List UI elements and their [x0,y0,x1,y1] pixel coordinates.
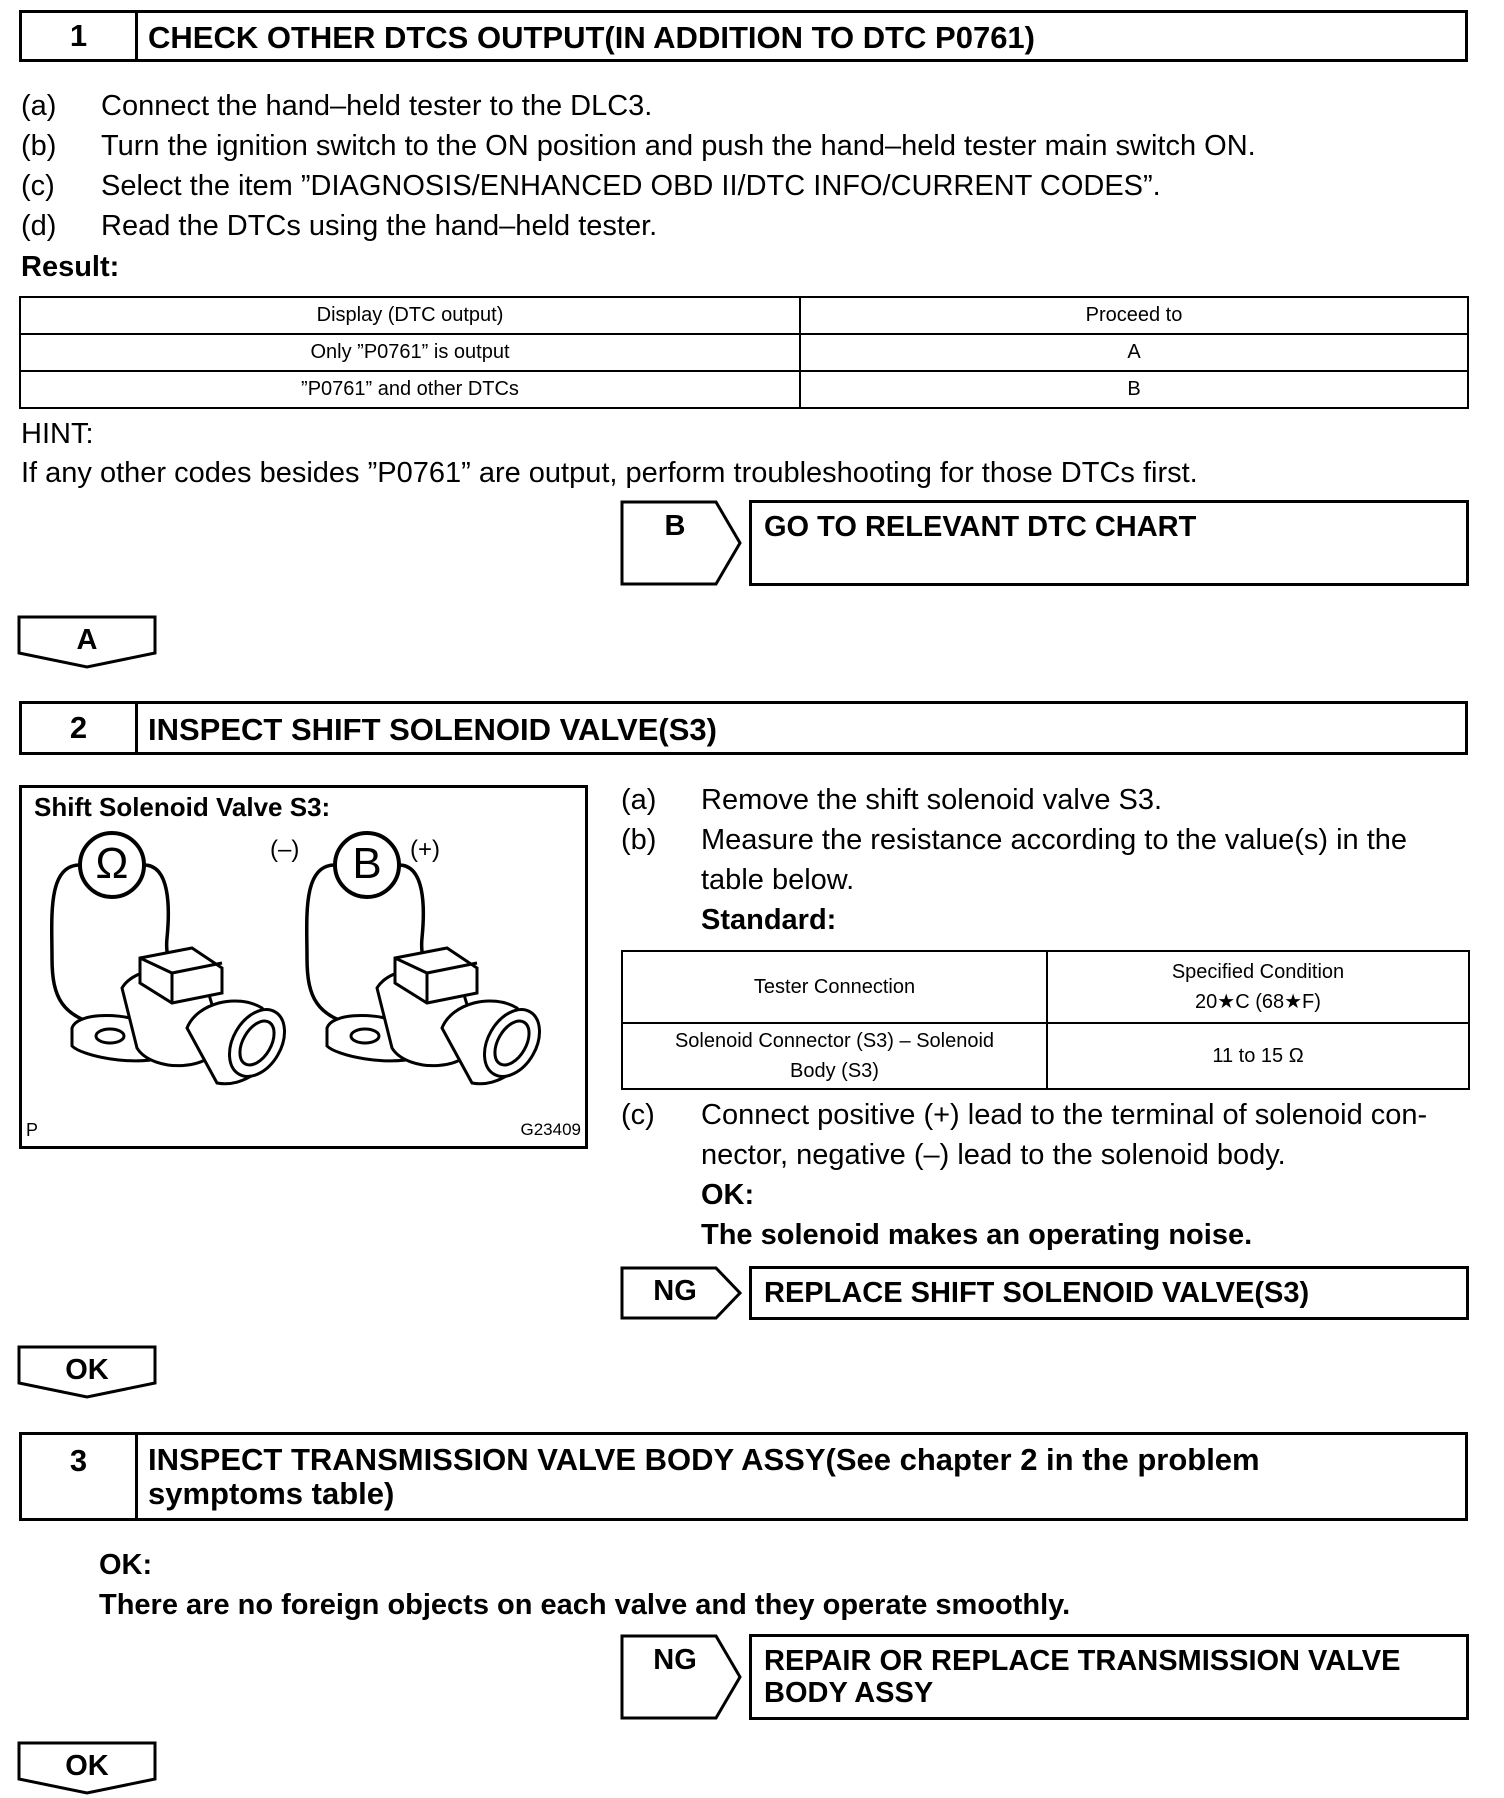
branch-text-repair-valve-body [749,1634,1469,1720]
step3-title-line1: INSPECT TRANSMISSION VALVE BODY ASSY(See chapter 2 in the problem [148,1442,1260,1477]
step2-title: INSPECT SHIFT SOLENOID VALVE(S3) [148,712,717,747]
ohm-symbol: Ω [95,839,129,888]
branch-text-line2: BODY ASSY [764,1677,934,1709]
step1-item-b-text: Turn the ignition switch to the ON position and push the hand–held tester main switch ON. [101,130,1256,162]
minus-terminal: (–) [270,836,300,863]
result-cell: A [800,334,1468,371]
step1-item-c-text: Select the item ”DIAGNOSIS/ENHANCED OBD II/DTC INFO/CURRENT CODES”. [101,170,1161,202]
step3-title-line2: symptoms table) [148,1476,395,1511]
battery-symbol: B [352,839,382,888]
solenoid-body-right [327,948,551,1086]
standard-header-condition [1047,951,1469,1023]
standard-cell-connection-line1: Solenoid Connector (S3) – Solenoid [674,1030,995,1052]
figure-title: Shift Solenoid Valve S3: [34,792,331,822]
branch-label-ng-3: NG [653,1644,697,1676]
step2-header [19,701,1468,755]
step2-item-a-label: (a) [621,784,657,816]
next-label-ok-3: OK [65,1750,109,1782]
step3-header [19,1432,1468,1521]
step3-ok-text: There are no foreign objects on each valve and they operate smoothly. [99,1589,1071,1621]
result-label: Result: [21,251,120,283]
result-cell: ”P0761” and other DTCs [20,371,800,408]
result-header-proceed: Proceed to [800,297,1468,334]
step1-header [19,10,1468,62]
step2-item-c-cont: nector, negative (–) lead to the solenoid body. [701,1139,1286,1171]
result-cell: Only ”P0761” is output [20,334,800,371]
step3-number: 3 [22,1435,138,1518]
step2-item-c-text: Connect positive (+) lead to the terminal of solenoid con- [701,1099,1428,1131]
step1-item-a-text: Connect the hand–held tester to the DLC3. [101,90,653,122]
standard-label: Standard: [701,904,837,936]
step2-item-b-text: Measure the resistance according to the value(s) in the [701,824,1408,856]
step1-item-d-label: (d) [21,210,57,242]
step1-item-d-text: Read the DTCs using the hand–held tester. [101,210,658,242]
step1-item-b-label: (b) [21,130,57,162]
standard-header-condition-line1: Specified Condition [1171,961,1345,983]
step3-ok-label: OK: [99,1549,153,1581]
branch-label-b: B [664,510,686,542]
figure-code: G23409 [520,1120,581,1139]
result-cell: B [800,371,1468,408]
result-table [19,296,1469,409]
step1-number: 1 [22,13,138,59]
solenoid-body-left [72,948,296,1086]
hint-label: HINT: [21,418,94,450]
plus-terminal: (+) [410,836,440,863]
standard-header-connection: Tester Connection [622,951,1047,1023]
step2-item-a-text: Remove the shift solenoid valve S3. [701,784,1163,816]
step2-item-b-label: (b) [621,824,657,856]
step2-item-c-label: (c) [621,1099,655,1131]
branch-text-line1: REPAIR OR REPLACE TRANSMISSION VALVE [764,1645,1401,1677]
branch-text-relevant-dtc: GO TO RELEVANT DTC CHART [749,500,1469,586]
standard-table [621,950,1470,1090]
step2-ok-text: The solenoid makes an operating noise. [701,1219,1253,1251]
figure-corner-p: P [26,1120,39,1140]
step1-item-c-label: (c) [21,170,55,202]
solenoid-figure [19,785,588,1149]
standard-header-condition-line2: 20★C (68★F) [1195,991,1321,1013]
standard-cell-connection-line2: Body (S3) [790,1060,879,1082]
branch-label-ng-2: NG [653,1275,697,1307]
hint-text: If any other codes besides ”P0761” are output, perform troubleshooting for those DTCs first. [21,457,1198,489]
result-header-display: Display (DTC output) [20,297,800,334]
standard-cell-connection [622,1023,1047,1089]
next-label-a: A [76,624,98,656]
step1-item-a-label: (a) [21,90,57,122]
step2-ok-label: OK: [701,1179,755,1211]
next-label-ok-2: OK [65,1354,109,1386]
branch-text-replace-solenoid: REPLACE SHIFT SOLENOID VALVE(S3) [749,1266,1469,1320]
step1-title: CHECK OTHER DTCS OUTPUT(IN ADDITION TO DTC P0761) [148,20,1035,55]
standard-cell-value: 11 to 15 Ω [1047,1023,1469,1089]
step2-number: 2 [22,704,138,752]
step2-item-b-cont: table below. [701,864,855,896]
